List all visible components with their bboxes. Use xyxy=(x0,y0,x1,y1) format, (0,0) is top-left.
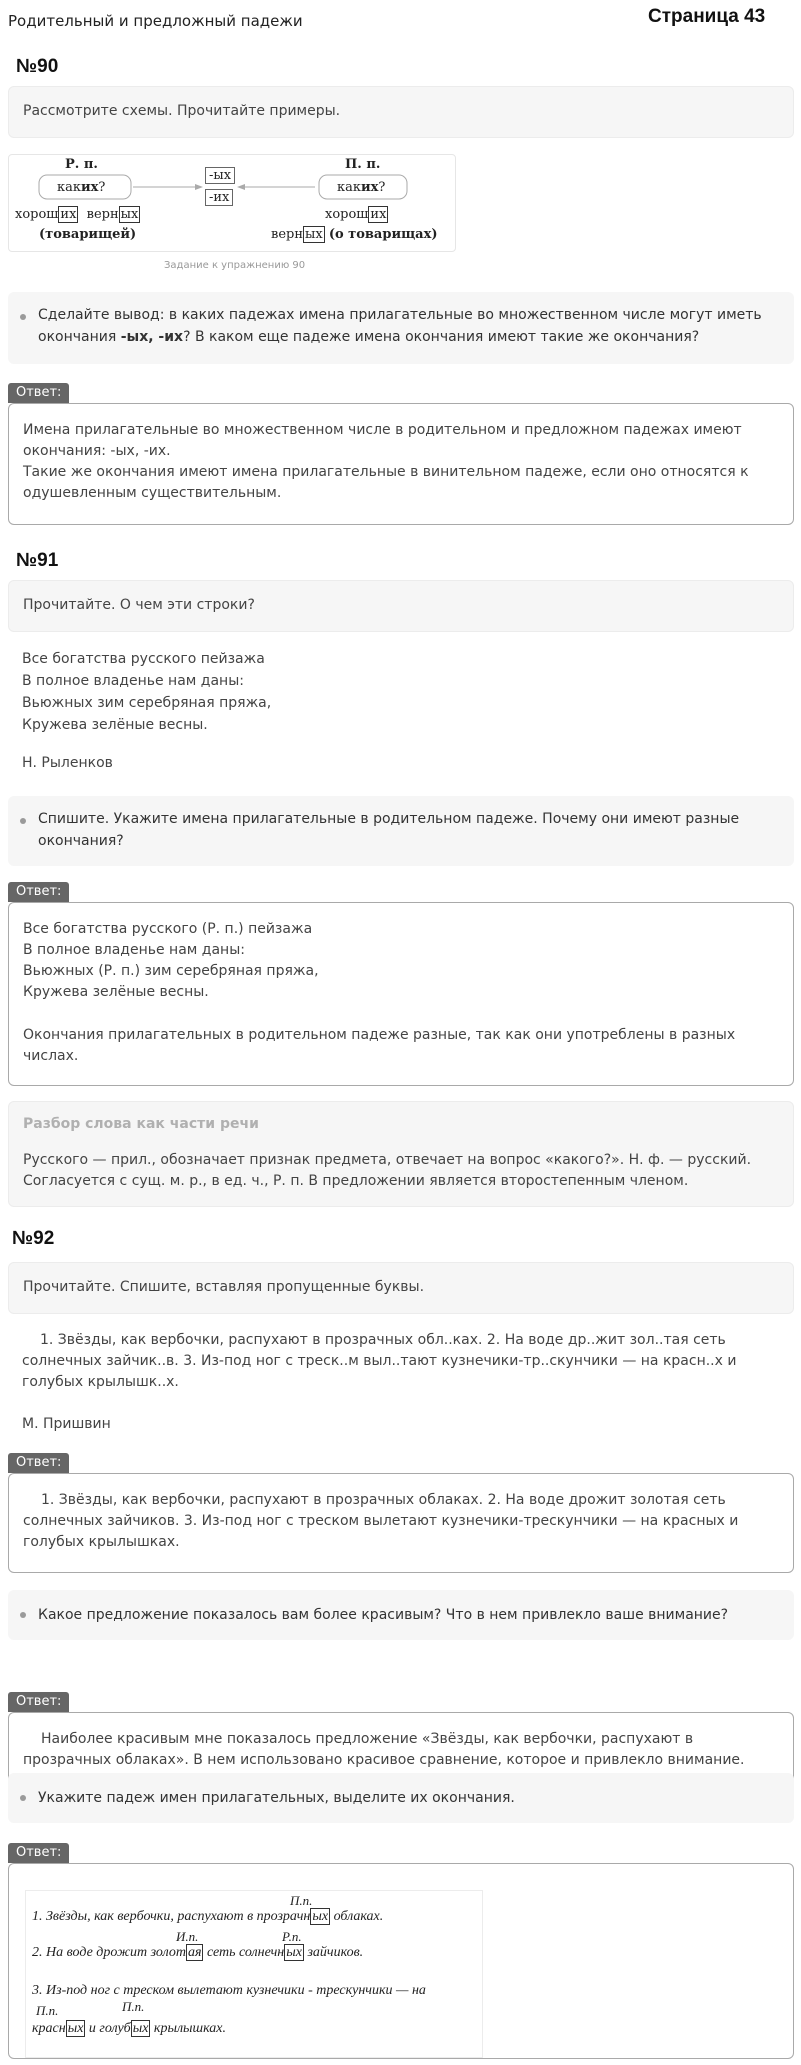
case-mark-3: Р.п. xyxy=(282,1929,302,1944)
case-mark-4: П.п. xyxy=(36,2003,59,2018)
task-text-92: Прочитайте. Спишите, вставляя пропущенные буквы. xyxy=(23,1279,425,1295)
bullet-dot xyxy=(20,1612,26,1618)
question-box-91 xyxy=(8,796,794,866)
bullet-dot xyxy=(20,818,26,824)
question-box-90 xyxy=(8,292,794,364)
task-box-90 xyxy=(8,86,794,138)
task-text-91: Прочитайте. О чем эти строки? xyxy=(23,597,255,613)
scheme-ending-1: -ых xyxy=(205,167,235,184)
question-box-92-2 xyxy=(8,1590,794,1640)
scheme-left-case: Р. п. xyxy=(65,157,98,172)
text-92: 1. Звёзды, как вербочки, распухают в прозрачных обл..ках. 2. На воде др..жит зол..тая сеть солнечных зайчик..в. 3. Из-под ног с треск..м выл..тают кузнечики-тр..скунчики — на красн..х и голубых крылышк..х. xyxy=(22,1332,737,1390)
question-text-91: Спишите. Укажите имена прилагательные в родительном падеже. Почему они имеют разные окончания? xyxy=(38,811,740,849)
answer-text-90: Имена прилагательные во множественном числе в родительном и предложном падежах имеют окончания: -ых, -их. Такие же окончания имеют имена прилагательные в винительном падеже, если оно относятся к одушевленным существительным. xyxy=(23,422,749,501)
question-box-92-3 xyxy=(8,1773,794,1823)
scheme-left-examples: хорош их верн ых xyxy=(15,207,139,222)
scheme-right-example-1: хорош их xyxy=(325,207,387,222)
scheme-ending-2: -их xyxy=(205,189,233,206)
answer-tab-92-3: Ответ: xyxy=(8,1843,69,1863)
exercise-number-90: №90 xyxy=(16,56,59,77)
exercise-number-92: №92 xyxy=(12,1228,55,1249)
answer-poem-91: Все богатства русского (Р. п.) пейзажа В полное владенье нам даны: Вьюжных (Р. п.) зим серебряная пряжа, Кружева зелёные весны. xyxy=(23,921,319,1000)
handwritten-line-4: красн ых и голуб ых крылышках. xyxy=(32,2021,227,2036)
scheme-figure xyxy=(8,154,456,252)
case-mark-1: П.п. xyxy=(290,1893,313,1908)
scheme-right-case: П. п. xyxy=(345,157,381,172)
page-number: Страница 43 xyxy=(648,6,766,27)
answer-box-92-3 xyxy=(8,1863,794,2059)
bullet-dot xyxy=(20,314,26,320)
handwritten-line-1: 1. Звёзды, как вербочки, распухают в прозрачн ых облаках. xyxy=(32,1909,384,1924)
task-box-92 xyxy=(8,1262,794,1314)
answer-text-91: Окончания прилагательных в родительном падеже разные, так как они употреблены в разных числах. xyxy=(23,1027,736,1064)
bullet-dot xyxy=(20,1795,26,1801)
scheme-right-question: каких? xyxy=(337,180,386,195)
scheme-caption: Задание к упражнению 90 xyxy=(164,260,306,271)
case-mark-5: П.п. xyxy=(122,1999,145,2014)
question-text-92-2: Какое предложение показалось вам более красивым? Что в нем привлекло ваше внимание? xyxy=(38,1607,729,1623)
word-analysis-text: Русского — прил., обозначает признак предмета, отвечает на вопрос «какого?». Н. ф. — русский. Согласуется с сущ. м. р., в ед. ч., Р. п. В предложении является второстепенным членом. xyxy=(23,1152,752,1189)
answer-box-90 xyxy=(8,403,794,525)
case-mark-2: И.п. xyxy=(176,1929,199,1944)
answer-box-92 xyxy=(8,1473,794,1573)
scheme-right-example-2: верн ых (о товарищах) xyxy=(271,227,438,242)
question-text-90: Сделайте вывод: в каких падежах имена прилагательные во множественном числе могут иметь окончания -ых, -их? В каком еще падеже имена окончания имеют такие же окончания? xyxy=(38,307,762,345)
text-author-92: М. Пришвин xyxy=(22,1416,111,1432)
word-analysis-title: Разбор слова как части речи xyxy=(23,1116,259,1132)
scheme-left-question: каких? xyxy=(57,180,106,195)
answer-text-92-2: Наиболее красивым мне показалось предложение «Звёзды, как вербочки, распухают в прозрачных облаках». В нем использовано красивое сравнение, которое и привлекло внимание. xyxy=(23,1731,745,1768)
poem-author-91: Н. Рыленков xyxy=(22,755,113,771)
handwritten-answer xyxy=(25,1890,483,2058)
answer-tab-90: Ответ: xyxy=(8,383,69,403)
poem-91: Все богатства русского пейзажа В полное владенье нам даны: Вьюжных зим серебряная пряжа, Кружева зелёные весны. xyxy=(22,651,272,733)
task-box-91 xyxy=(8,580,794,632)
answer-tab-92-2: Ответ: xyxy=(8,1692,69,1712)
page-title: Родительный и предложный падежи xyxy=(8,12,303,30)
answer-box-91 xyxy=(8,902,794,1086)
answer-tab-91: Ответ: xyxy=(8,882,69,902)
scheme-left-note: (товарищей) xyxy=(39,227,137,242)
handwritten-line-3: 3. Из-под ног с треском вылетают кузнечики - трескунчики — на xyxy=(32,1983,426,1998)
answer-text-92: 1. Звёзды, как вербочки, распухают в прозрачных облаках. 2. На воде дрожит золотая сеть солнечных зайчиков. 3. Из-под ног с треском вылетают кузнечики-трескунчики — на красных и голубых крылышках. xyxy=(23,1492,739,1550)
task-text-90: Рассмотрите схемы. Прочитайте примеры. xyxy=(23,103,341,119)
answer-tab-92: Ответ: xyxy=(8,1453,69,1473)
word-analysis-box xyxy=(8,1101,794,1207)
handwritten-line-2: 2. На воде дрожит золот ая сеть солнечн ых зайчиков. xyxy=(32,1945,364,1960)
exercise-number-91: №91 xyxy=(16,550,59,571)
question-text-92-3: Укажите падеж имен прилагательных, выделите их окончания. xyxy=(38,1790,515,1806)
